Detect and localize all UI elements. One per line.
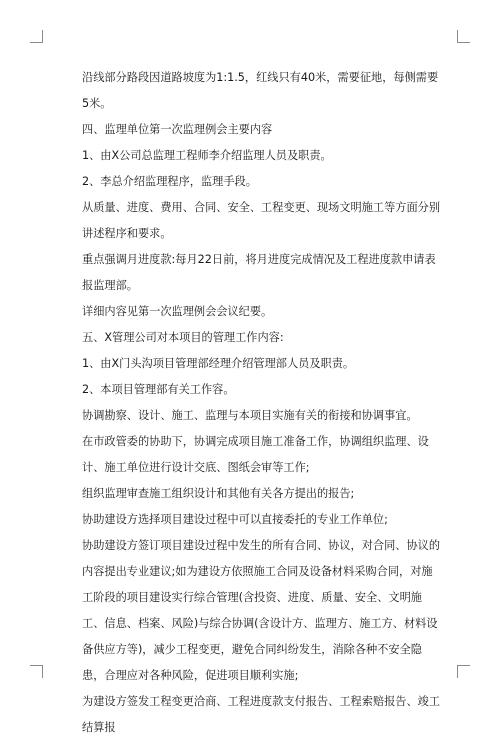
paragraph-contracts: 协助建设方签订项目建设过程中发生的所有合同、协议，对合同、协议的内容提出专业建议;如为建设方依照施工合同及设备材料采购合同，对施工阶段的项目建设实行综合管理(含投资、进度、质量、安全、文明施工、信息、档案、风险)与综合协调(含设计方、监理方、施工方、材料设备供应方等)，减少工程变更，避免合同纠纷发生，消除各种不安全隐患，合理应对各种风险，促进项目顺利实施; [82, 539, 441, 682]
paragraph-item-1: 1、由X公司总监理工程师李介绍监理人员及职责。 [82, 149, 332, 162]
page-corner-mark-bottom-right [457, 665, 470, 678]
paragraph-select-units: 协助建设方选择项目建设过程中可以直接委托的专业工作单位; [82, 513, 388, 526]
paragraph-meeting-minutes: 详细内容见第一次监理例会会议纪要。 [82, 305, 273, 318]
paragraph-preparation: 在市政管委的协助下，协调完成项目施工准备工作，协调组织监理、设计、施工单位进行设计交底、图纸会审等工作; [82, 435, 429, 474]
paragraph-work-content: 2、本项目管理部有关工作容。 [82, 383, 235, 396]
paragraph-manager-intro: 1、由X门头沟项目管理部经理介绍管理部人员及职责。 [82, 357, 355, 370]
paragraph-requirements: 从质量、进度、费用、合同、安全、工程变更、现场文明施工等方面分别讲述程序和要求。 [82, 201, 441, 240]
page-corner-mark-top-left [30, 30, 43, 43]
paragraph-coordination: 协调勘察、设计、施工、监理与本项目实施有关的衔接和协调事宜。 [82, 409, 418, 422]
page-corner-mark-bottom-left [30, 665, 43, 678]
paragraph-review: 组织监理审查施工组织设计和其他有关各方提出的报告; [82, 487, 355, 500]
paragraph-change-orders: 为建设方签发工程变更洽商、工程进度款支付报告、工程索赔报告、竣工结算报 [82, 695, 441, 734]
heading-section-five: 五、X管理公司对本项目的管理工作内容: [82, 331, 284, 344]
document-body [82, 65, 442, 741]
heading-section-four: 四、监理单位第一次监理例会主要内容 [82, 123, 273, 136]
paragraph-land-acquisition: 沿线部分路段因道路坡度为1:1.5，红线只有40米，需要征地，每侧需要5米。 [82, 71, 439, 110]
paragraph-item-2: 2、李总介绍监理程序，监理手段。 [82, 175, 257, 188]
paragraph-monthly-progress: 重点强调月进度款:每月22日前，将月进度完成情况及工程进度款申请表报监理部。 [82, 253, 436, 292]
page-corner-mark-top-right [457, 30, 470, 43]
